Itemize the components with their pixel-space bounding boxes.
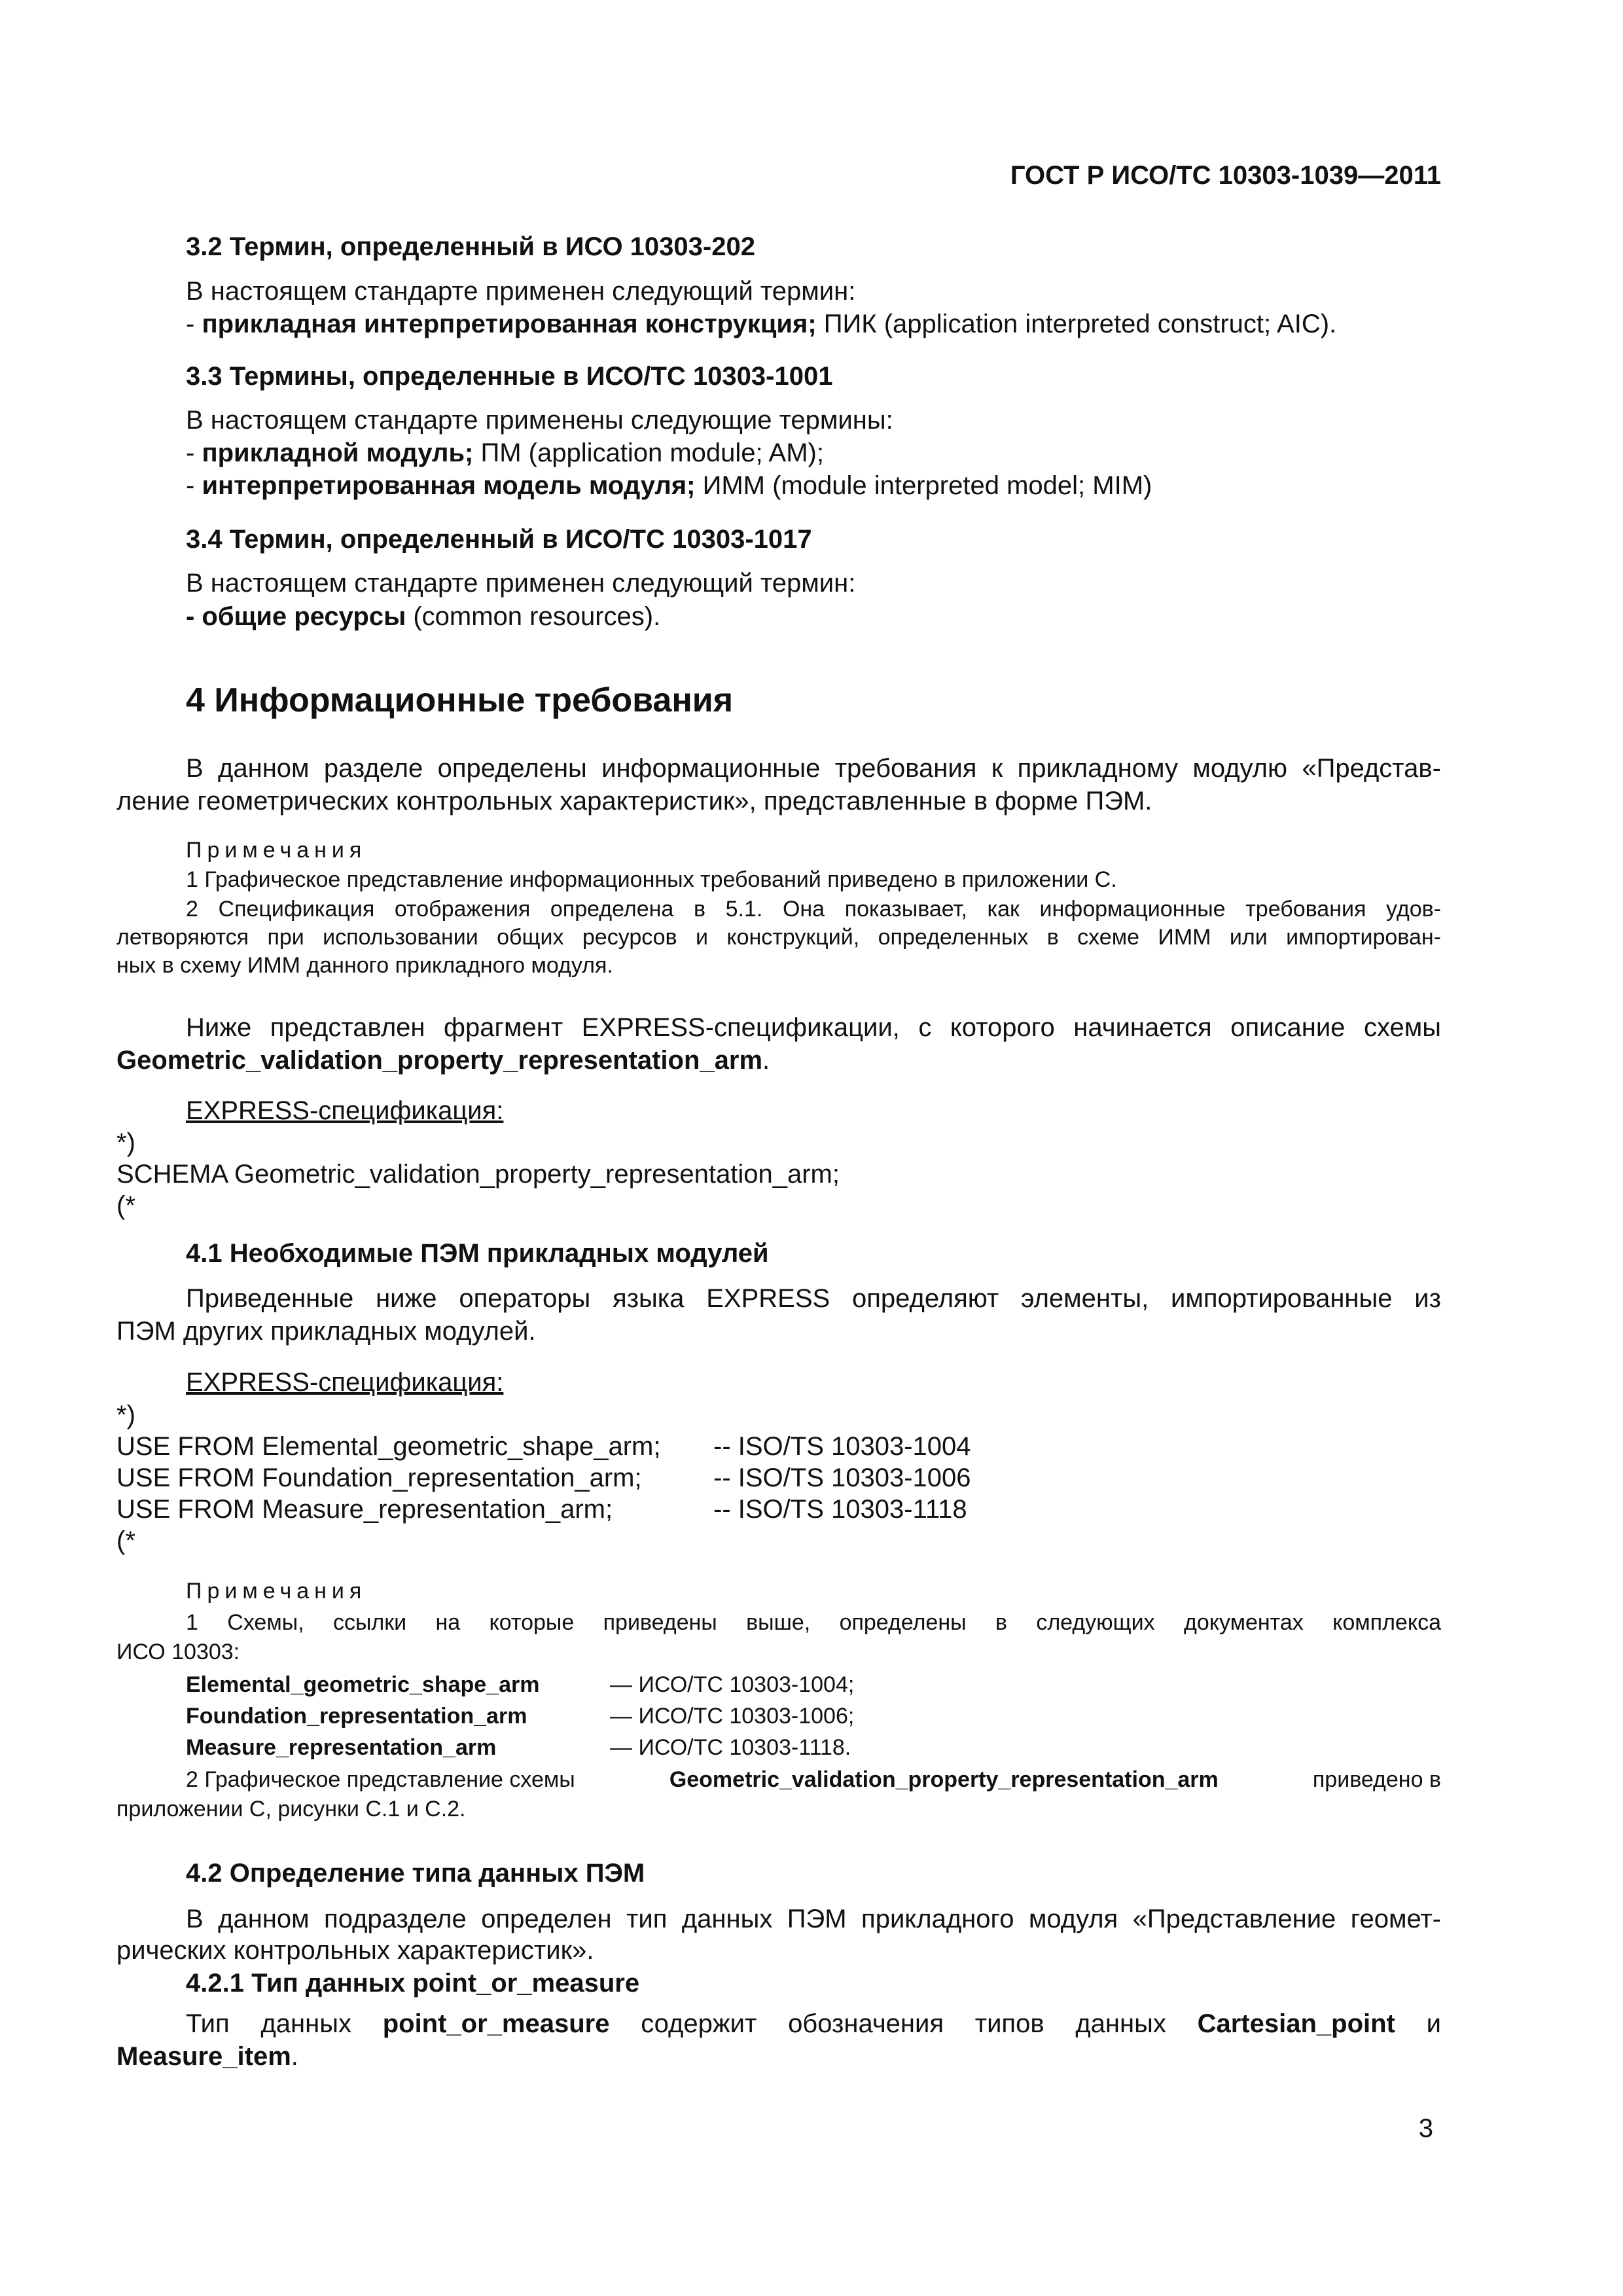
schema-list-name-1: Elemental_geometric_shape_arm <box>186 1672 540 1697</box>
term-dash: - <box>186 439 202 467</box>
term-definition: ИММ (module interpreted model; MIM) <box>695 471 1152 500</box>
express-spec-label: EXPRESS-спецификация: <box>186 1096 504 1125</box>
use-statement-3: USE FROM Measure_representation_arm; <box>116 1495 613 1524</box>
use-reference-3: -- ISO/TS 10303-1118 <box>713 1495 967 1524</box>
note-text: приведено в <box>1312 1767 1441 1792</box>
use-statement-2: USE FROM Foundation_representation_arm; <box>116 1463 642 1492</box>
section-4-2-paragraph-line-2: рических контрольных характеристик». <box>116 1936 594 1965</box>
page-number: 3 <box>1418 2114 1433 2143</box>
schema-name: Geometric_validation_property_representation_arm <box>669 1767 1219 1792</box>
word: типов <box>974 2009 1044 2038</box>
term-definition: ПМ (application module; AM); <box>473 439 824 467</box>
note-4-1-1-line-1: 1 Схемы, ссылки на которые приведены выше, определены в следующих документах комплекса <box>186 1610 1441 1635</box>
term-definition: (common resources). <box>406 602 661 631</box>
type-name: point_or_measure <box>382 2009 610 2038</box>
schema-list-doc-1: — ИСО/ТС 10303-1004; <box>610 1672 855 1697</box>
note-1: 1 Графическое представление информационных требований приведено в приложении С. <box>186 867 1117 892</box>
word: обозначения <box>788 2009 944 2038</box>
section-3-4-term <box>186 602 660 632</box>
section-4-paragraph-line-1: В данном разделе определены информационные требования к прикладному модулю «Представ- <box>186 754 1441 783</box>
note-2-line-3: ных в схему ИММ данного прикладного модуля. <box>116 953 613 978</box>
note-4-1-1-line-2: ИСО 10303: <box>116 1640 240 1664</box>
code-close-comment-2: (* <box>116 1526 135 1555</box>
section-4-2-title: 4.2 Определение типа данных ПЭМ <box>186 1859 645 1888</box>
section-3-3-term-2 <box>186 471 1152 501</box>
section-4-2-1-title: 4.2.1 Тип данных point_or_measure <box>186 1969 640 1998</box>
document-header: ГОСТ Р ИСО/ТС 10303-1039—2011 <box>1010 161 1441 190</box>
section-3-4-title: 3.4 Термин, определенный в ИСО/ТС 10303-1017 <box>186 525 812 554</box>
use-reference-2: -- ISO/TS 10303-1006 <box>713 1463 971 1492</box>
section-4-title: 4 Информационные требования <box>186 681 734 719</box>
schema-list-name-3: Measure_representation_arm <box>186 1735 497 1760</box>
word: содержит <box>641 2009 757 2038</box>
section-3-3-intro: В настоящем стандарте применены следующие термины: <box>186 406 893 435</box>
schema-list-doc-3: — ИСО/ТС 10303-1118. <box>610 1735 851 1760</box>
use-reference-1: -- ISO/TS 10303-1004 <box>713 1432 971 1461</box>
section-4-2-1-paragraph-line-1 <box>186 2009 1441 2039</box>
term-dash: - <box>186 471 202 500</box>
note-text: 2 Графическое представление схемы <box>186 1767 575 1792</box>
schema-list-doc-2: — ИСО/ТС 10303-1006; <box>610 1704 855 1729</box>
section-4-paragraph-line-2: ление геометрических контрольных характеристик», представленные в форме ПЭМ. <box>116 787 1152 816</box>
notes-label-2: Примечания <box>186 1579 367 1604</box>
section-4-1-paragraph-line-2: ПЭМ других прикладных модулей. <box>116 1317 536 1346</box>
code-open-comment-2: *) <box>116 1401 135 1429</box>
word: данных <box>260 2009 351 2038</box>
note-2-line-1: 2 Спецификация отображения определена в 5.1. Она показывает, как информационные требования удов- <box>186 897 1441 922</box>
term-name: - общие ресурсы <box>186 602 406 631</box>
schema-name: Geometric_validation_property_representation_arm <box>116 1046 763 1075</box>
section-3-3-title: 3.3 Термины, определенные в ИСО/ТС 10303-1001 <box>186 362 833 391</box>
type-name: Cartesian_point <box>1197 2009 1395 2038</box>
use-statement-1: USE FROM Elemental_geometric_shape_arm; <box>116 1432 661 1461</box>
term-name: прикладная интерпретированная конструкция; <box>202 310 817 338</box>
term-name: прикладной модуль; <box>202 439 474 467</box>
section-4-1-title: 4.1 Необходимые ПЭМ прикладных модулей <box>186 1239 769 1268</box>
section-4-paragraph-2-line-1: Ниже представлен фрагмент EXPRESS-спецификации, с которого начинается описание схемы <box>186 1013 1441 1042</box>
term-name: интерпретированная модель модуля; <box>202 471 696 500</box>
term-definition: ПИК (application interpreted construct; AIC). <box>816 310 1337 338</box>
word: и <box>1426 2009 1441 2038</box>
section-3-4-intro: В настоящем стандарте применен следующий термин: <box>186 569 856 598</box>
notes-label: Примечания <box>186 838 367 863</box>
section-3-2-title: 3.2 Термин, определенный в ИСО 10303-202 <box>186 232 755 261</box>
period: . <box>762 1046 770 1075</box>
code-schema-declaration: SCHEMA Geometric_validation_property_representation_arm; <box>116 1160 840 1189</box>
schema-list-name-2: Foundation_representation_arm <box>186 1704 527 1729</box>
note-4-1-2-line-1 <box>186 1767 1441 1793</box>
section-4-1-paragraph-line-1: Приведенные ниже операторы языка EXPRESS определяют элементы, импортированные из <box>186 1284 1441 1313</box>
code-open-comment: *) <box>116 1128 135 1157</box>
type-name: Measure_item <box>116 2042 291 2071</box>
express-spec-label-2: EXPRESS-спецификация: <box>186 1368 504 1397</box>
section-4-paragraph-2-line-2 <box>116 1046 770 1075</box>
period: . <box>291 2042 298 2071</box>
section-3-2-intro: В настоящем стандарте применен следующий термин: <box>186 277 856 306</box>
section-4-2-1-paragraph-line-2 <box>116 2042 298 2072</box>
word: данных <box>1075 2009 1166 2038</box>
section-3-3-term-1 <box>186 439 824 468</box>
note-2-line-2: летворяются при использовании общих ресурсов и конструкций, определенных в схеме ИММ или импортирован- <box>116 925 1441 950</box>
code-close-comment: (* <box>116 1191 135 1220</box>
section-4-2-paragraph-line-1: В данном подразделе определен тип данных ПЭМ прикладного модуля «Представление геомет- <box>186 1905 1441 1933</box>
section-3-2-term <box>186 310 1336 339</box>
term-dash: - <box>186 310 202 338</box>
word: Тип <box>186 2009 230 2038</box>
note-4-1-2-line-2: приложении С, рисунки С.1 и С.2. <box>116 1797 466 1821</box>
